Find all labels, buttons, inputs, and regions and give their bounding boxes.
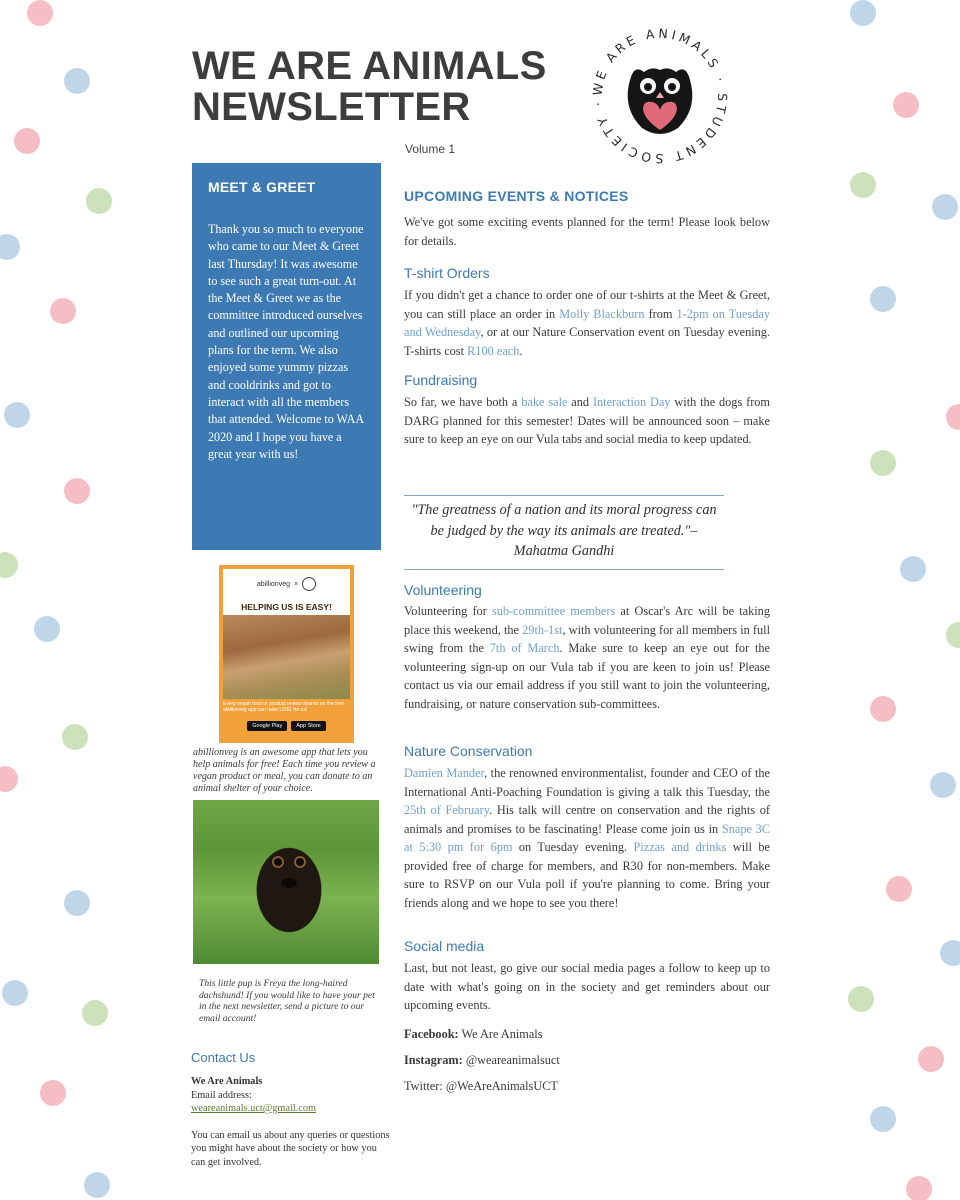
volume-label: Volume 1 [405,142,456,156]
background-dot [893,92,919,118]
background-dot [40,1080,66,1106]
volunteering-section [404,582,770,713]
background-dot [2,980,28,1006]
tshirt-body [404,286,770,360]
meet-greet-panel [192,163,381,550]
background-dot [930,772,956,798]
volunteering-text-3: , with volunteering for all members in full swing from the [404,622,770,655]
background-dot [50,298,76,324]
fundraising-text-3: with the dogs from DARG planned for this semester! Dates will be announced soon – make sure to keep an eye on our Vula tabs and social media to keep updated. [404,395,771,446]
volunteering-text-1: Volunteering for [404,604,492,618]
contact-email-label: Email address: [191,1089,252,1101]
fundraising-text-1: So far, we have both a [404,395,522,409]
volunteering-text-2: at Oscar's Arc will be taking place this weekend, the [404,604,770,637]
ad-caption: abillionveg is an awesome app that lets you help animals for free! Each time you review a vegan product or meal, you can donate to an animal shelter of your choice. [193,747,376,794]
gandhi-quote: "The greatness of a nation and its moral progress can be judged by the way its animals are treated."– Mahatma Gandhi [404,495,724,570]
background-dot [0,766,18,792]
title-line-1: WE ARE ANIMALS [192,44,547,88]
background-dot [27,0,53,26]
tshirt-text-1: If you didn't get a chance to order one of our t-shirts at the Meet & Greet, you can still place an order in [404,288,770,321]
background-dot [14,128,40,154]
background-dot [886,876,912,902]
dog-photo [193,800,379,964]
background-dot [870,1106,896,1132]
background-dot [940,940,960,966]
tshirt-location: Molly Blackburn [559,306,645,321]
tshirt-text-4: . [519,343,523,358]
upcoming-section [404,188,770,250]
contact-note: You can email us about any queries or questions you might have about the society or how you can get involved. [191,1129,390,1168]
social-heading: Social media [404,938,485,954]
newsletter-title [192,46,572,128]
ad-headline: HELPING US IS EASY! [223,599,350,615]
volunteering-text-4: . Make sure to keep an eye out for the volunteering sign-up on our Vula tab if you are keen to join us! Please contact us via our email address if you still want to join the volunteering, fundraising, or nature conservation sub-committees. [404,641,770,711]
tshirt-heading: T-shirt Orders [404,265,490,281]
nature-text-2: . His talk will centre on conservation and the rights of animals and promises to be fascinating! Please come join us in [404,803,770,836]
nature-text-3: on Tuesday evening. [512,840,634,854]
dog-eye-left [274,858,282,866]
ad-photo [223,615,350,699]
background-dot [0,552,18,578]
background-dot [84,1172,110,1198]
background-dot [0,234,20,260]
fundraising-body [404,393,770,449]
tshirt-times: 1-2pm on Tuesday and Wednesday [404,306,770,339]
contact-heading: Contact Us [191,1050,256,1065]
google-play-badge: Google Play [247,721,287,731]
dog-caption: This little pup is Freya the long-haired dachshund! If you would like to have your pet in the next newsletter, send a picture to our email account! [199,978,375,1024]
nature-text-1: , the renowned environmentalist, founder and CEO of the International Anti-Poaching Foundation is giving a talk this Tuesday, the [404,766,770,799]
background-dot [946,622,960,648]
upcoming-intro: We've got some exciting events planned for the term! Please look below for details. [404,215,770,248]
dog-nose [281,878,297,888]
society-logo [586,22,734,170]
volunteering-march-date: 7th of March [489,641,560,655]
instagram-line [404,1053,770,1068]
tshirt-text-3: , or at our Nature Conservation event on Tuesday evening. T-shirts cost [404,325,770,358]
nature-venue: Snape 3C at 5:30 pm for 6pm [404,821,770,854]
background-dot [870,286,896,312]
background-dot [4,402,30,428]
background-dot [82,1000,108,1026]
ad-store-buttons [219,721,354,731]
background-dot [64,890,90,916]
background-dot [848,986,874,1012]
volunteering-body [404,602,770,713]
ad-brand: abillionveg [256,580,290,588]
owl-icon [628,68,693,134]
abillionveg-ad [219,565,354,743]
background-dot [900,556,926,582]
nature-date: 25th of February [404,803,490,817]
fundraising-interaction-day: Interaction Day [592,395,671,409]
background-dot [64,478,90,504]
contact-block [191,1075,391,1169]
background-dot [64,68,90,94]
facebook-handle[interactable]: We Are Animals [458,1026,543,1041]
background-dot [932,194,958,220]
app-store-badge: App Store [291,721,325,731]
nature-heading: Nature Conservation [404,743,533,759]
background-dot [870,696,896,722]
nature-body [404,764,770,912]
background-dot [86,188,112,214]
volunteering-dates: 29th-1st [522,622,563,637]
facebook-label: Facebook: [404,1026,459,1041]
contact-email-link[interactable]: weareanimals.uct@gmail.com [191,1103,316,1114]
logo-ring-text: WE ARE ANIMALS · STUDENT SOCIETY · [589,25,731,167]
nature-speaker: Damien Mander [404,766,485,780]
fundraising-heading: Fundraising [404,372,478,388]
volunteering-subcommittee: sub-committee members [491,604,616,618]
nature-food: Pizzas and drinks [633,840,727,854]
social-intro: Last, but not least, go give our social media pages a follow to keep up to date with what's going on in the society and get reminders about our upcoming events. [404,961,770,1012]
nature-section [404,743,770,912]
facebook-line [404,1027,770,1042]
ad-partner-sep: × [294,580,299,588]
instagram-label: Instagram: [404,1052,463,1067]
title-line-2: NEWSLETTER [192,85,471,129]
contact-name: We Are Animals [191,1076,263,1087]
background-dot [850,0,876,26]
dog-eye-right [296,858,304,866]
ad-footnote: Every vegan food or product review shared on the free abillionveg app can raise US$1 for us! [223,701,344,713]
twitter-line[interactable]: Twitter: @WeAreAnimalsUCT [404,1078,558,1093]
social-section [404,938,770,1094]
volunteering-heading: Volunteering [404,582,482,598]
fundraising-bake-sale: bake sale [521,395,568,409]
tshirt-price: R100 each [467,343,520,358]
instagram-handle[interactable]: @weareanimalsuct [462,1052,560,1067]
fundraising-text-2: and [567,395,593,409]
meet-greet-heading: MEET & GREET [208,179,316,195]
background-dot [906,1176,932,1200]
tshirt-section [404,265,770,360]
background-dot [62,724,88,750]
fundraising-section [404,372,770,449]
meet-greet-body: Thank you so much to everyone who came to our Meet & Greet last Thursday! It was awesome to see such a great turn-out. At the Meet & Greet we as the committee introduced ourselves and outlined our upcoming plans for the term. We also enjoyed some yummy pizzas and cooldrinks and got to interact with all the members that attended. Welcome to WAA 2020 and I hope you have a great year with us! [208,222,364,461]
background-dot [870,450,896,476]
background-dot [946,404,960,430]
tshirt-text-2: from [644,306,677,321]
background-dot [34,616,60,642]
partner-logo-icon [302,577,316,591]
nature-text-4: will be provided free of charge for members, and R30 for non-members. Make sure to RSVP on our Vula poll if you're planning to come. Bring your friends along and we hope to see you there! [404,840,770,910]
background-dot [918,1046,944,1072]
ad-brand-bar [223,569,350,599]
upcoming-heading: UPCOMING EVENTS & NOTICES [404,188,629,204]
background-dot [850,172,876,198]
